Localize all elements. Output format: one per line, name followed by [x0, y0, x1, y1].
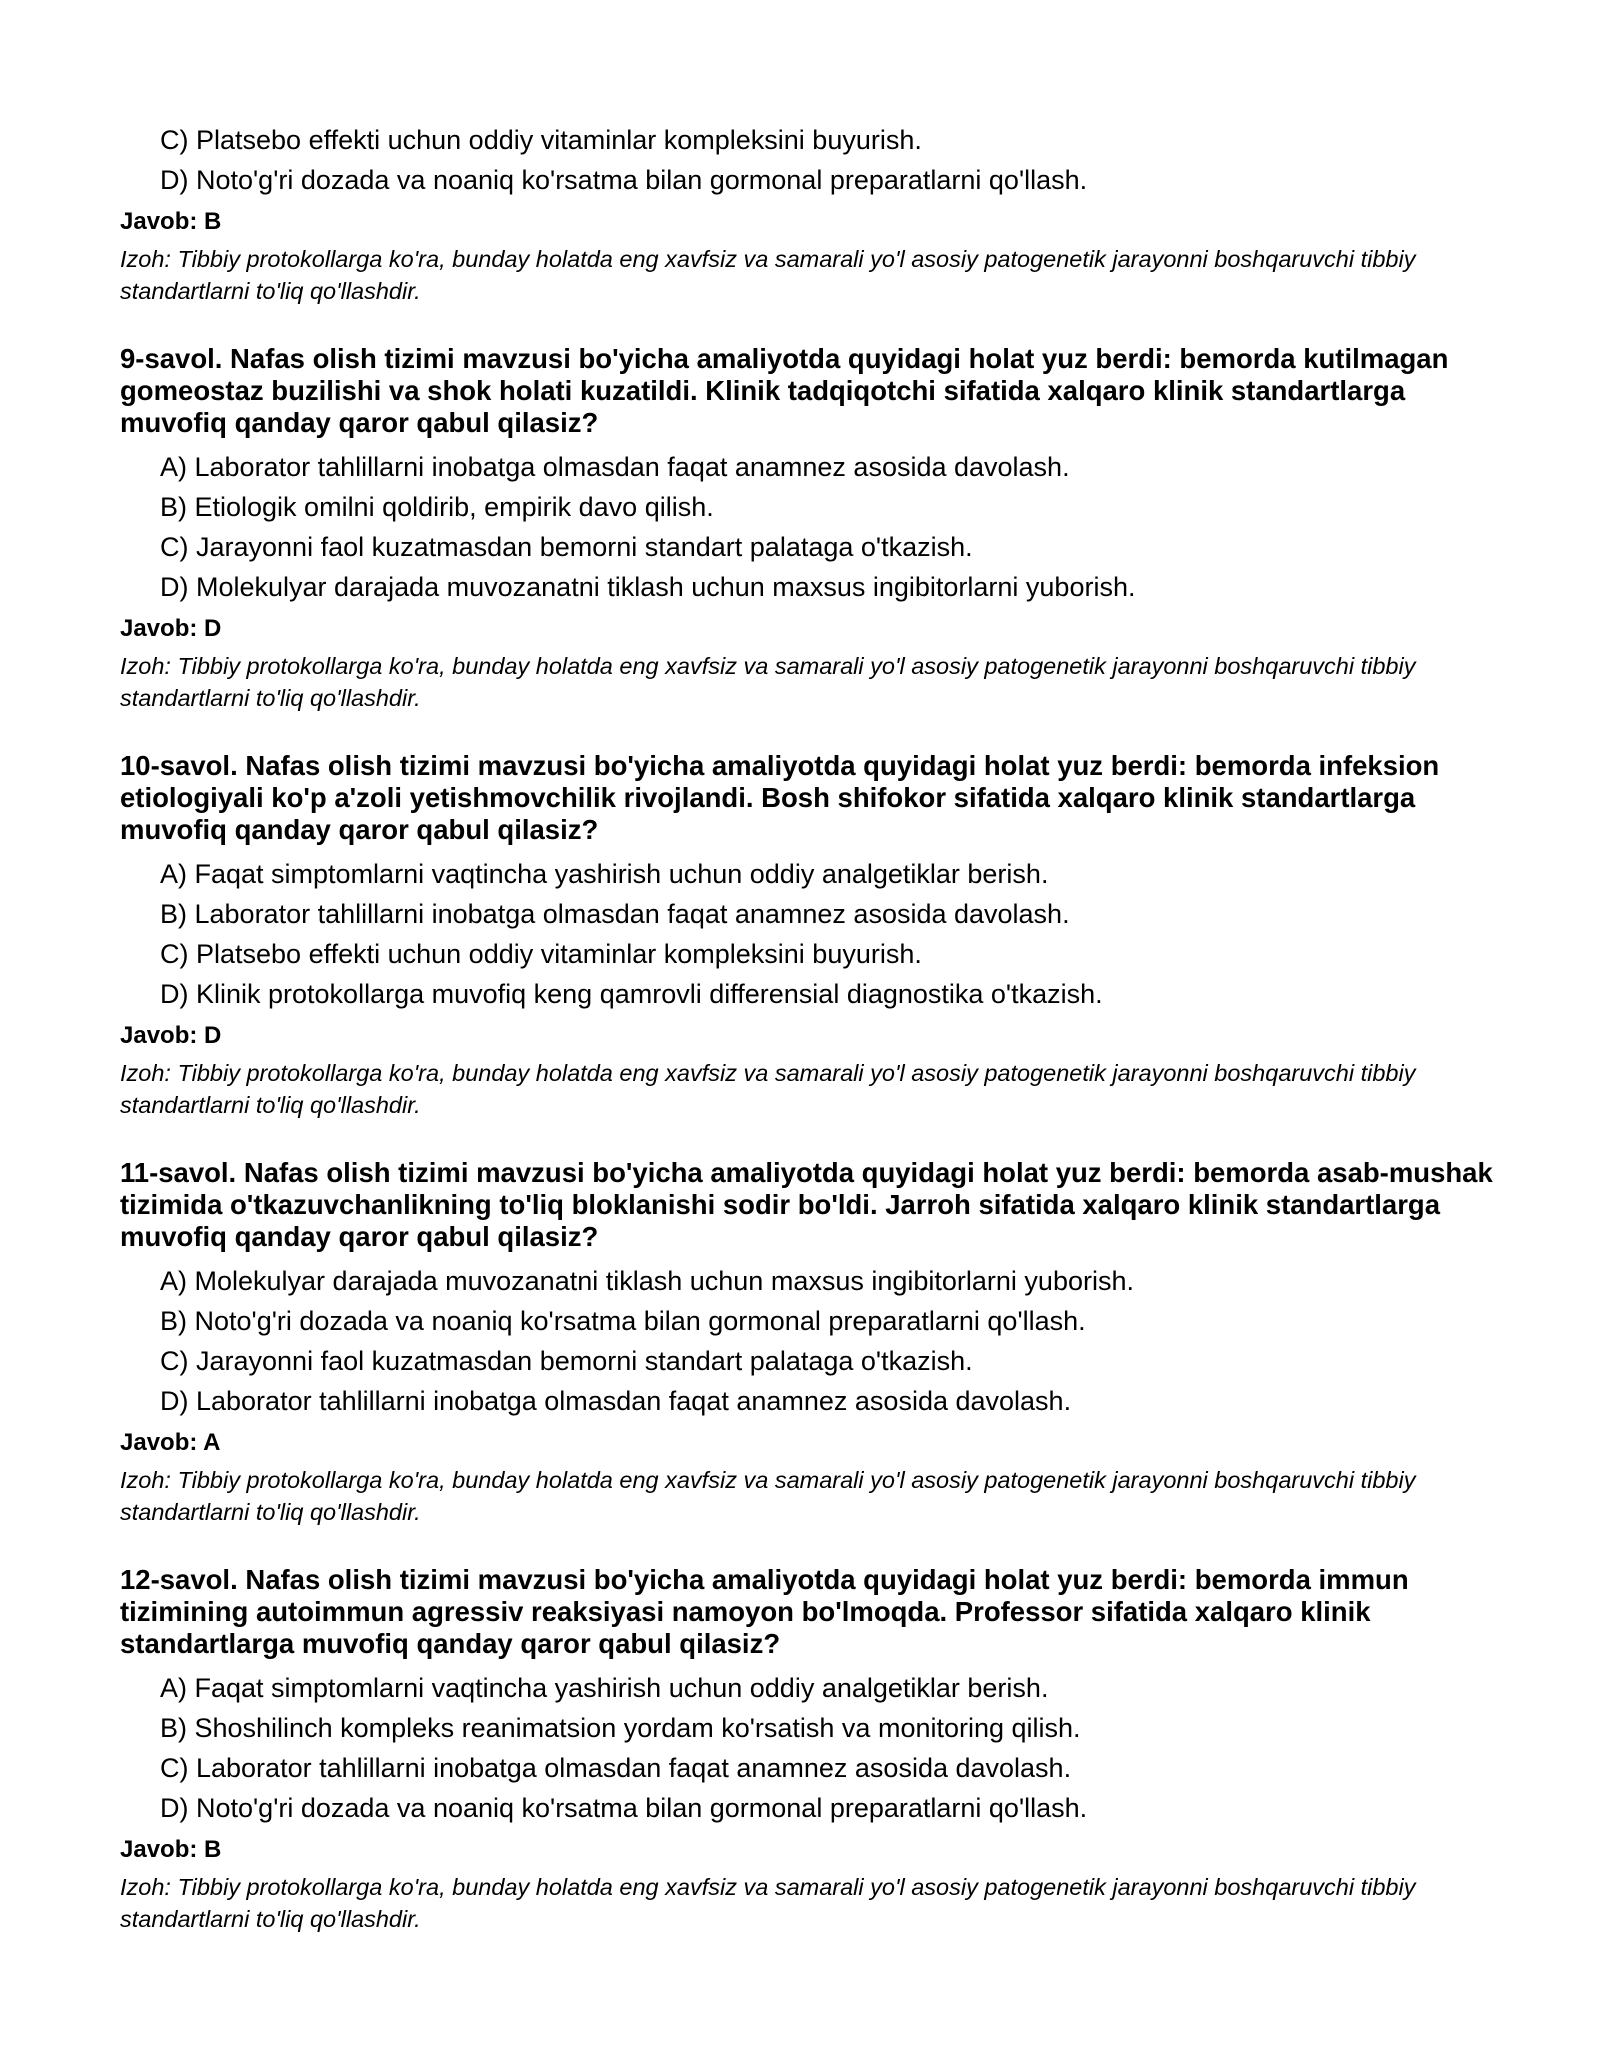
- option-c: C) Platsebo effekti uchun oddiy vitaminlar kompleksini buyurish.: [160, 125, 922, 155]
- option-a: A) Faqat simptomlarni vaqtincha yashirish uchun oddiy analgetiklar berish.: [160, 1673, 1049, 1703]
- question-block-10: [120, 750, 1500, 1121]
- question-block-9: [120, 343, 1500, 714]
- option-c: C) Jarayonni faol kuzatmasdan bemorni standart palataga o'tkazish.: [160, 1346, 973, 1376]
- option-a: A) Faqat simptomlarni vaqtincha yashirish uchun oddiy analgetiklar berish.: [160, 859, 1049, 889]
- option-c: C) Platsebo effekti uchun oddiy vitaminlar kompleksini buyurish.: [160, 939, 922, 969]
- option-c: C) Laborator tahlillarni inobatga olmasdan faqat anamnez asosida davolash.: [160, 1753, 1072, 1783]
- option-d: D) Molekulyar darajada muvozanatni tiklash uchun maxsus ingibitorlarni yuborish.: [160, 572, 1136, 602]
- question-text: 12-savol. Nafas olish tizimi mavzusi bo'yicha amaliyotda quyidagi holat yuz berdi: bemorda immun tizimining autoimmun agressiv reaksiyasi namoyon bo'lmoqda. Professor sifatida xalqaro klinik standartlarga muvofiq qanday qaror qabul qilasiz?: [120, 1564, 1409, 1659]
- option-b: B) Noto'g'ri dozada va noaniq ko'rsatma bilan gormonal preparatlarni qo'llash.: [160, 1306, 1086, 1336]
- document-page: [120, 120, 1500, 1935]
- answer-options: [120, 854, 1500, 1014]
- explanation-note: Izoh: Tibbiy protokollarga ko'ra, bunday holatda eng xavfsiz va samarali yo'l asosiy patogenetik jarayonni boshqaruvchi tibbiy standartlarni to'liq qo'llashdir.: [120, 1467, 1416, 1525]
- answer-key: Javob: B: [120, 1836, 222, 1863]
- answer-key: Javob: D: [120, 615, 222, 642]
- answer-options: [120, 447, 1500, 607]
- answer-key: Javob: B: [120, 208, 222, 235]
- option-b: B) Laborator tahlillarni inobatga olmasdan faqat anamnez asosida davolash.: [160, 899, 1070, 929]
- answer-key: Javob: A: [120, 1429, 221, 1456]
- option-d: D) Noto'g'ri dozada va noaniq ko'rsatma bilan gormonal preparatlarni qo'llash.: [160, 1793, 1088, 1823]
- option-b: B) Shoshilinch kompleks reanimatsion yordam ko'rsatish va monitoring qilish.: [160, 1713, 1081, 1743]
- option-a: A) Molekulyar darajada muvozanatni tiklash uchun maxsus ingibitorlarni yuborish.: [160, 1266, 1134, 1296]
- question-text: 11-savol. Nafas olish tizimi mavzusi bo'yicha amaliyotda quyidagi holat yuz berdi: bemorda asab-mushak tizimida o'tkazuvchanlikning to'liq bloklanishi sodir bo'ldi. Jarroh sifatida xalqaro klinik standartlarga muvofiq qanday qaror qabul qilasiz?: [120, 1157, 1493, 1252]
- option-d: D) Laborator tahlillarni inobatga olmasdan faqat anamnez asosida davolash.: [160, 1386, 1072, 1416]
- option-b: B) Etiologik omilni qoldirib, empirik davo qilish.: [160, 492, 714, 522]
- explanation-note: Izoh: Tibbiy protokollarga ko'ra, bunday holatda eng xavfsiz va samarali yo'l asosiy patogenetik jarayonni boshqaruvchi tibbiy standartlarni to'liq qo'llashdir.: [120, 246, 1416, 304]
- explanation-note: Izoh: Tibbiy protokollarga ko'ra, bunday holatda eng xavfsiz va samarali yo'l asosiy patogenetik jarayonni boshqaruvchi tibbiy standartlarni to'liq qo'llashdir.: [120, 1060, 1416, 1118]
- option-a: A) Laborator tahlillarni inobatga olmasdan faqat anamnez asosida davolash.: [160, 452, 1070, 482]
- question-text: 9-savol. Nafas olish tizimi mavzusi bo'yicha amaliyotda quyidagi holat yuz berdi: bemorda kutilmagan gomeostaz buzilishi va shok holati kuzatildi. Klinik tadqiqotchi sifatida xalqaro klinik standartlarga muvofiq qanday qaror qabul qilasiz?: [120, 343, 1449, 438]
- option-d: D) Noto'g'ri dozada va noaniq ko'rsatma bilan gormonal preparatlarni qo'llash.: [160, 165, 1088, 195]
- question-8-continuation: [120, 120, 1500, 307]
- option-c: C) Jarayonni faol kuzatmasdan bemorni standart palataga o'tkazish.: [160, 532, 973, 562]
- explanation-note: Izoh: Tibbiy protokollarga ko'ra, bunday holatda eng xavfsiz va samarali yo'l asosiy patogenetik jarayonni boshqaruvchi tibbiy standartlarni to'liq qo'llashdir.: [120, 1874, 1416, 1932]
- answer-options: [120, 1668, 1500, 1828]
- answer-key: Javob: D: [120, 1022, 222, 1049]
- answer-options: [120, 1261, 1500, 1421]
- question-text: 10-savol. Nafas olish tizimi mavzusi bo'yicha amaliyotda quyidagi holat yuz berdi: bemorda infeksion etiologiyali ko'p a'zoli yetishmovchilik rivojlandi. Bosh shifokor sifatida xalqaro klinik standartlarga muvofiq qanday qaror qabul qilasiz?: [120, 750, 1440, 845]
- option-d: D) Klinik protokollarga muvofiq keng qamrovli differensial diagnostika o'tkazish.: [160, 979, 1103, 1009]
- explanation-note: Izoh: Tibbiy protokollarga ko'ra, bunday holatda eng xavfsiz va samarali yo'l asosiy patogenetik jarayonni boshqaruvchi tibbiy standartlarni to'liq qo'llashdir.: [120, 653, 1416, 711]
- question-block-11: [120, 1157, 1500, 1528]
- question-block-12: [120, 1564, 1500, 1935]
- answer-options: [120, 120, 1500, 200]
